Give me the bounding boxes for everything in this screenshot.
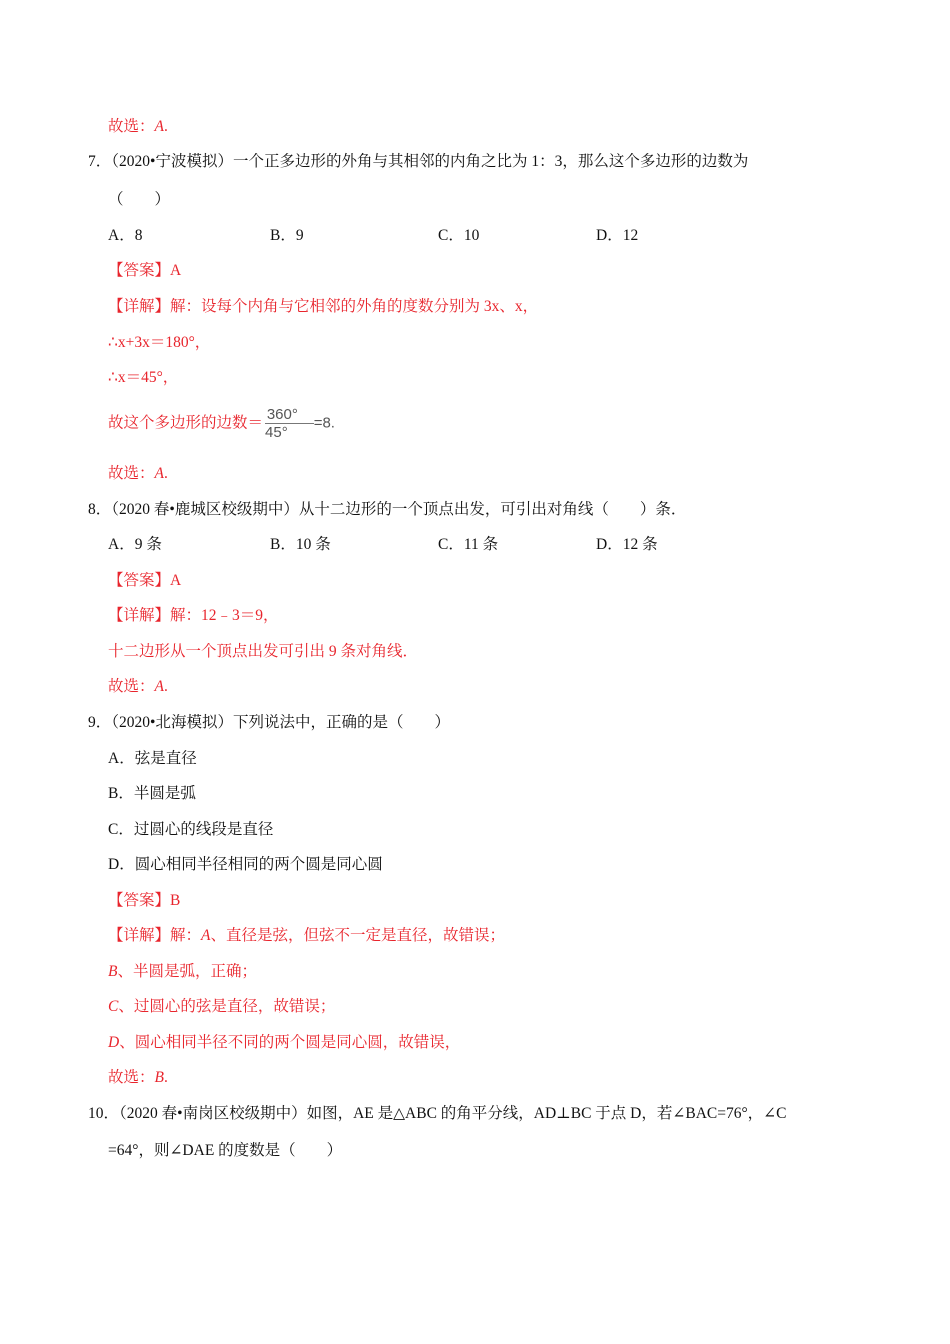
q7-detail-2: ∴x+3x＝180°， xyxy=(108,334,211,351)
question-text: 如图，AE 是△ABC 的角平分线，AD⊥BC 于点 D，若∠BAC=76°，∠C xyxy=(306,1105,787,1122)
answer-value: B xyxy=(170,892,181,909)
q8-option-b: B．10 条 xyxy=(270,536,331,553)
q9-option-a: A．弦是直径 xyxy=(108,750,197,767)
fraction xyxy=(265,406,314,441)
detail-tag: 【详解】 xyxy=(108,298,171,315)
question-text: 下列说法中，正确的是（ ） xyxy=(232,714,450,731)
detail-tag: 【详解】 xyxy=(108,607,171,624)
answer-tag: 【答案】 xyxy=(108,262,171,279)
conclusion-suffix: . xyxy=(163,678,168,695)
question-source: （2020 春•鹿城区校级期中） xyxy=(111,501,299,518)
detail-text: 、过圆心的弦是直径，故错误； xyxy=(118,998,336,1015)
q9-stem xyxy=(88,713,450,733)
answer-value: A xyxy=(170,262,182,279)
q7-option-d: D．12 xyxy=(596,227,639,244)
question-source: （2020•宁波模拟） xyxy=(111,153,233,170)
q8-detail-2: 十二边形从一个顶点出发可引出 9 条对角线． xyxy=(108,643,419,660)
q8-option-c: C．11 条 xyxy=(438,536,499,553)
q7-option-a: A．8 xyxy=(108,227,143,244)
question-number: 9． xyxy=(88,714,112,731)
q9-conclusion xyxy=(108,1068,168,1088)
prev-conclusion xyxy=(108,117,168,137)
detail-text: 、直径是弦，但弦不一定是直径，故错误； xyxy=(210,927,506,944)
detail-tag: 【详解】 xyxy=(108,927,171,944)
q8-option-d: D．12 条 xyxy=(596,536,658,553)
conclusion-suffix: . xyxy=(163,118,168,135)
q10-stem xyxy=(88,1104,787,1124)
detail-letter: D xyxy=(108,1034,120,1051)
question-source: （2020 春•南岗区校级期中） xyxy=(119,1105,307,1122)
question-number: 7． xyxy=(88,153,112,170)
q10-stem-line2: =64°，则∠DAE 的度数是（ ） xyxy=(108,1142,343,1159)
q9-detail-3 xyxy=(108,997,335,1017)
q7-answer xyxy=(108,261,181,281)
detail-text: 解：设每个内角与它相邻的外角的度数分别为 3x、x， xyxy=(170,298,539,315)
fraction-prefix: 故这个多边形的边数＝ xyxy=(108,414,264,432)
fraction-numerator: 360° xyxy=(265,406,314,424)
question-text: 一个正多边形的外角与其相邻的内角之比为 1：3，那么这个多边形的边数为 xyxy=(232,153,749,170)
q9-option-c: C．过圆心的线段是直径 xyxy=(108,821,274,838)
answer-tag: 【答案】 xyxy=(108,892,171,909)
question-number: 10． xyxy=(88,1105,120,1122)
conclusion-answer: A xyxy=(154,465,164,482)
conclusion-prefix: 故选： xyxy=(108,118,155,135)
answer-value: A xyxy=(170,572,182,589)
fraction-result: =8. xyxy=(313,414,335,432)
detail-letter: C xyxy=(108,998,119,1015)
q7-option-b: B．9 xyxy=(270,227,304,244)
conclusion-prefix: 故选： xyxy=(108,465,155,482)
q7-stem xyxy=(88,152,748,172)
q9-answer xyxy=(108,891,180,911)
detail-text: 解： xyxy=(170,927,202,944)
conclusion-answer: B xyxy=(154,1069,164,1086)
q7-option-c: C．10 xyxy=(438,227,480,244)
detail-letter: A xyxy=(201,927,211,944)
conclusion-prefix: 故选： xyxy=(108,1069,155,1086)
q9-detail-4 xyxy=(108,1033,460,1053)
q9-option-b: B．半圆是弧 xyxy=(108,785,196,802)
conclusion-prefix: 故选： xyxy=(108,678,155,695)
detail-text: 、半圆是弧，正确； xyxy=(117,963,257,980)
q8-conclusion xyxy=(108,677,168,697)
detail-text: 、圆心相同半径不同的两个圆是同心圆，故错误， xyxy=(119,1034,461,1051)
q8-detail-1 xyxy=(108,606,279,626)
conclusion-answer: A xyxy=(154,118,164,135)
question-number: 8． xyxy=(88,501,112,518)
q7-detail-3: ∴x＝45°， xyxy=(108,369,179,386)
question-text: 从十二边形的一个顶点出发，可引出对角线（ ）条． xyxy=(298,501,687,518)
q8-stem xyxy=(88,500,686,520)
q8-answer xyxy=(108,571,181,591)
conclusion-suffix: . xyxy=(163,465,168,482)
q7-conclusion xyxy=(108,464,168,484)
question-source: （2020•北海模拟） xyxy=(111,714,233,731)
q9-option-d: D．圆心相同半径相同的两个圆是同心圆 xyxy=(108,856,383,873)
answer-tag: 【答案】 xyxy=(108,572,171,589)
conclusion-answer: A xyxy=(154,678,164,695)
q9-detail-2 xyxy=(108,962,257,982)
q7-blank: （ ） xyxy=(108,191,171,208)
q7-fraction-line xyxy=(108,403,335,443)
q9-detail-1 xyxy=(108,926,505,946)
q8-option-a: A．9 条 xyxy=(108,536,162,553)
detail-letter: B xyxy=(108,963,118,980)
detail-text: 解：12﹣3＝9， xyxy=(170,607,279,624)
fraction-denominator: 45° xyxy=(265,423,288,441)
conclusion-suffix: . xyxy=(163,1069,168,1086)
q7-detail-1 xyxy=(108,297,538,317)
